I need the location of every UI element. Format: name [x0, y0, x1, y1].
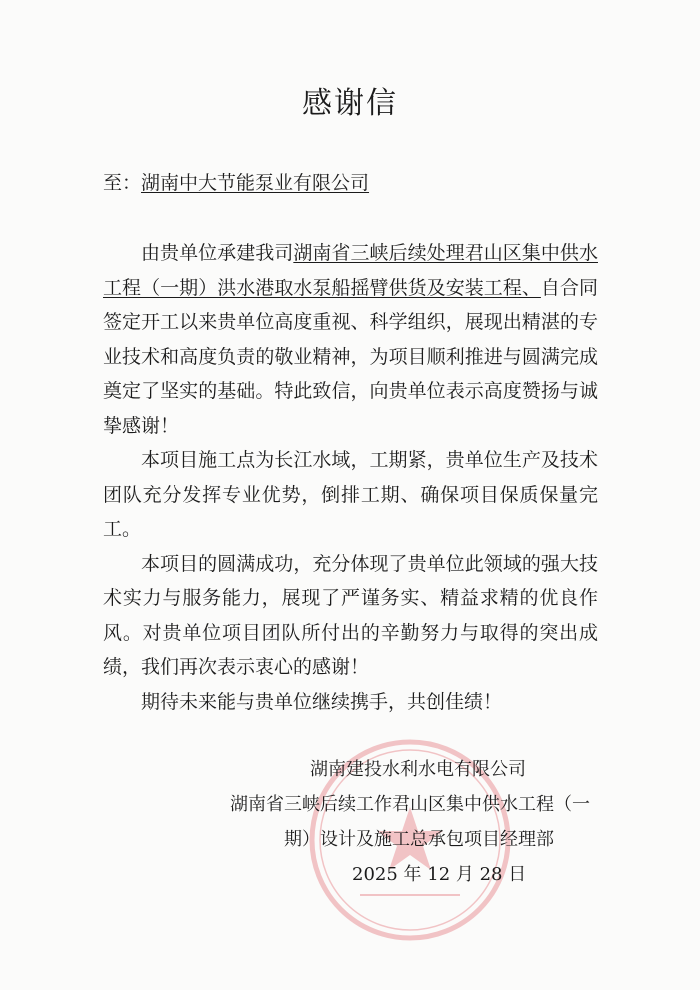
paragraph-3: 本项目的圆满成功，充分体现了贵单位此领域的强大技术实力与服务能力，展现了严谨务实、精益求精的优良作风。对贵单位项目团队所付出的辛勤努力与取得的突出成绩，我们再次表示衷心的感谢！: [103, 552, 598, 678]
paragraph-1-intro: 由贵单位承建我司: [141, 242, 294, 264]
signature-company: 湖南建投水利水电有限公司: [310, 759, 526, 780]
paragraph-1-rest: 自合同签定开工以来贵单位高度重视、科学组织，展现出精湛的专业技术和高度负责的敬业精神，为项目顺利推进与圆满完成奠定了坚实的基础。特此致信，向贵单位表示高度赞扬与诚挚感谢！: [103, 276, 598, 437]
recipient-line: [103, 168, 369, 198]
paragraph-4: 期待未来能与贵单位继续携手，共创佳绩！: [141, 690, 503, 713]
signature-date: 2025 年 12 月 28 日: [352, 864, 527, 885]
recipient-prefix: 至：: [103, 172, 142, 194]
signature-department-line2: 期）设计及施工总承包项目经理部: [284, 829, 554, 850]
signature-department-line1: 湖南省三峡后续工作君山区集中供水工程（一: [230, 794, 590, 815]
letter-title: 感谢信: [302, 86, 398, 121]
paragraph-1: [103, 236, 598, 443]
project-name: 湖南省三峡后续处理君山区集中供水工程（一期）洪水港取水泵船摇臂供货及安装工程、: [103, 242, 598, 299]
recipient-name: 湖南中大节能泵业有限公司: [141, 172, 370, 194]
paragraph-2: 本项目施工点为长江水域，工期紧，贵单位生产及技术团队充分发挥专业优势，倒排工期、确保项目保质保量完工。: [103, 449, 598, 540]
signature-block: [230, 752, 630, 892]
letter-body: [103, 236, 598, 719]
